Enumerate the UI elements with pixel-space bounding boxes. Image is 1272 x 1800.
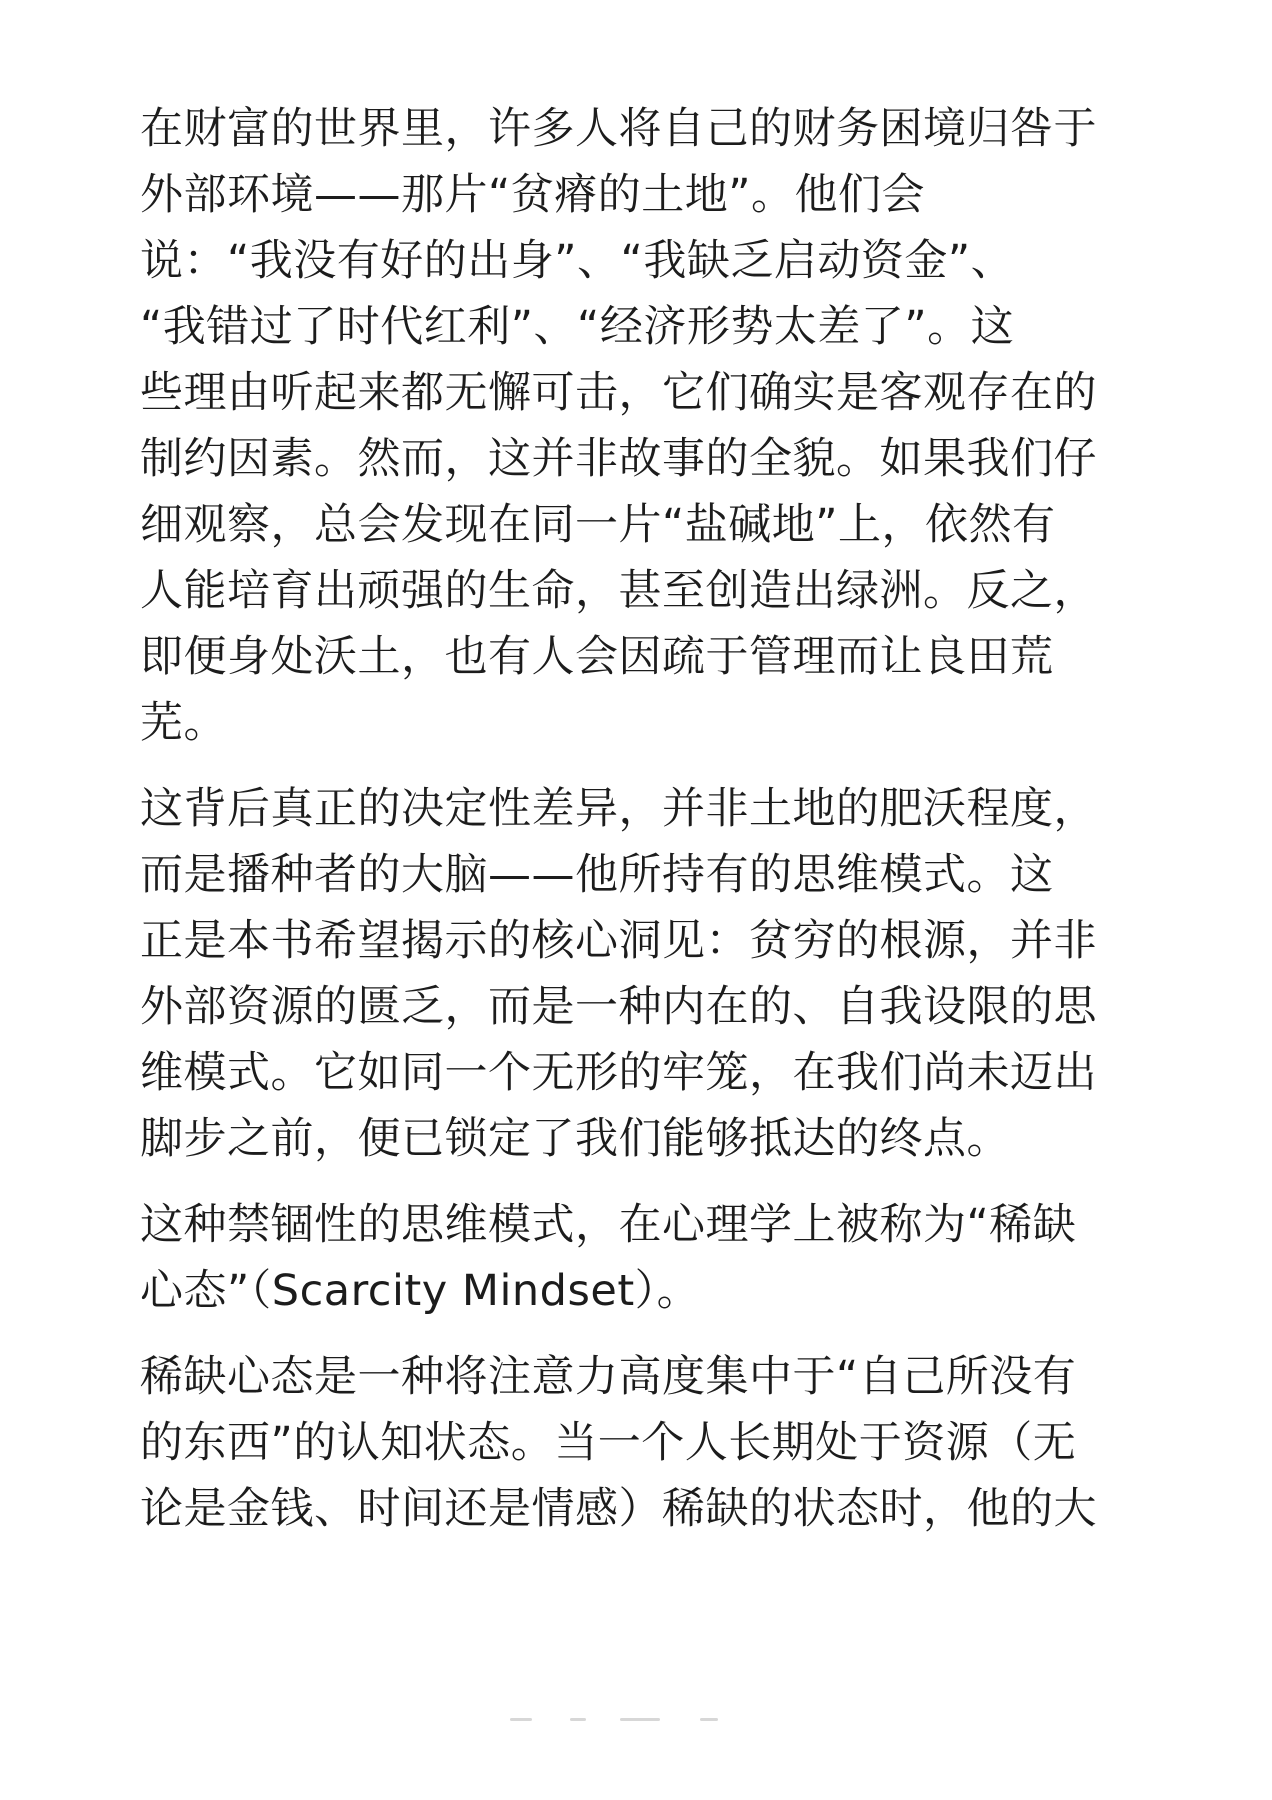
text-line: 说：“我没有好的出身”、“我缺乏启动资金”、 (140, 236, 1015, 286)
text-line: 这背后真正的决定性差异，并非土地的肥沃程度， (140, 784, 1097, 834)
text-line: 维模式。它如同一个无形的牢笼，在我们尚未迈出 (140, 1048, 1097, 1098)
paragraph-4 (140, 1344, 1140, 1542)
text-line: “我错过了时代红利”、“经济形势太差了”。这 (140, 302, 1015, 352)
text-line: 人能培育出顽强的生命，甚至创造出绿洲。反之， (140, 566, 1097, 616)
text-line: 些理由听起来都无懈可击，它们确实是客观存在的 (140, 368, 1097, 418)
text-line: 这种禁锢性的思维模式，在心理学上被称为“稀缺 (140, 1200, 1077, 1250)
text-line: 制约因素。然而，这并非故事的全貌。如果我们仔 (140, 434, 1097, 484)
text-line: 正是本书希望揭示的核心洞见：贫穷的根源，并非 (140, 916, 1097, 966)
text-line: 论是金钱、时间还是情感）稀缺的状态时，他的大 (140, 1484, 1097, 1534)
text-line: 脚步之前，便已锁定了我们能够抵达的终点。 (140, 1114, 1010, 1164)
paragraph-2 (140, 776, 1140, 1172)
text-line: 芜。 (140, 698, 227, 748)
cutoff-text-fragment (510, 1718, 770, 1724)
text-line: 稀缺心态是一种将注意力高度集中于“自己所没有 (140, 1352, 1077, 1402)
text-line: 外部环境——那片“贫瘠的土地”。他们会 (140, 170, 926, 220)
article-body (140, 96, 1140, 1562)
text-line: 而是播种者的大脑——他所持有的思维模式。这 (140, 850, 1054, 900)
text-line: 细观察，总会发现在同一片“盐碱地”上，依然有 (140, 500, 1056, 550)
text-line: 心态”（Scarcity Mindset）。 (140, 1266, 701, 1316)
text-line: 外部资源的匮乏，而是一种内在的、自我设限的思 (140, 982, 1097, 1032)
text-line: 的东西”的认知状态。当一个人长期处于资源（无 (140, 1418, 1077, 1468)
text-line: 即便身处沃土，也有人会因疏于管理而让良田荒 (140, 632, 1054, 682)
paragraph-1 (140, 96, 1140, 756)
text-line: 在财富的世界里，许多人将自己的财务困境归咎于 (140, 104, 1097, 154)
paragraph-3 (140, 1192, 1140, 1324)
